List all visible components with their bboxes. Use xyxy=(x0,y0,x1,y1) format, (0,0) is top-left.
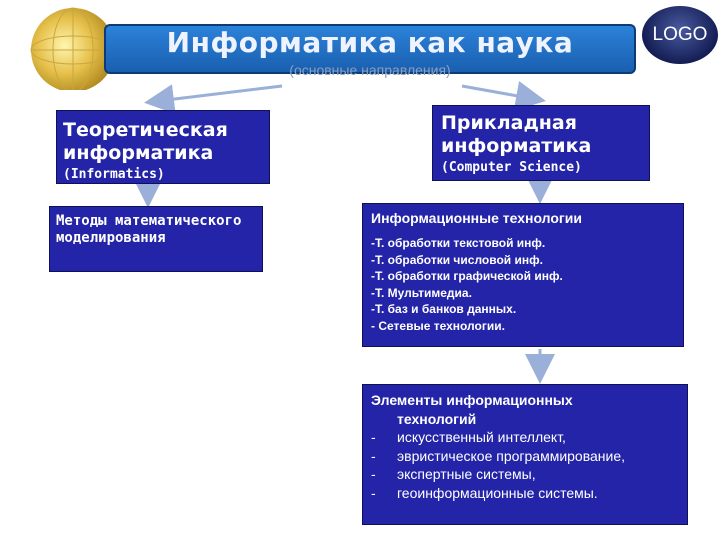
arrow-to-applied xyxy=(462,86,540,100)
elements-title-line1: Элементы информационных xyxy=(371,392,573,408)
info-tech-title: Информационные технологии xyxy=(371,210,582,226)
list-item-text: экспертные системы, xyxy=(397,466,536,482)
list-item: -Т. обработки графической инф. xyxy=(371,269,563,283)
list-item: -Т. баз и банков данных. xyxy=(371,302,517,316)
list-item: - Сетевые технологии. xyxy=(371,318,505,333)
page-subtitle: (основные направления) xyxy=(289,62,451,78)
list-item-text: искусственный интеллект, xyxy=(397,429,566,445)
list-dash: - xyxy=(371,447,376,464)
theory-title: Теоретическая информатика xyxy=(63,119,228,164)
info-tech-list xyxy=(371,235,675,334)
info-tech-box xyxy=(362,203,684,347)
list-item xyxy=(371,465,679,484)
list-item: -Т. Мультимедиа. xyxy=(371,285,472,300)
elements-title-line2: технологий xyxy=(397,410,477,427)
list-item xyxy=(371,447,679,466)
theory-note: (Informatics) xyxy=(63,167,165,182)
list-dash: - xyxy=(371,484,376,501)
elements-box xyxy=(362,384,688,525)
list-dash: - xyxy=(371,466,376,482)
page-title: Информатика как наука xyxy=(166,26,574,59)
methods-text: Методы математического моделирования xyxy=(56,213,242,246)
theory-box xyxy=(56,110,270,184)
methods-box xyxy=(49,206,263,272)
arrow-to-theory xyxy=(150,86,282,102)
applied-box xyxy=(432,105,650,181)
applied-title: Прикладная информатика xyxy=(441,112,592,157)
list-item-text: геоинформационные системы. xyxy=(397,484,598,501)
logo-text: LOGO xyxy=(652,24,708,45)
list-item-text: эвристическое программирование, xyxy=(397,447,626,464)
list-item xyxy=(371,484,679,503)
list-dash: - xyxy=(371,429,376,445)
list-item: -Т. обработки текстовой инф. xyxy=(371,236,546,250)
list-item xyxy=(371,428,679,447)
list-item: -Т. обработки числовой инф. xyxy=(371,252,543,267)
applied-note: (Computer Science) xyxy=(441,160,582,175)
